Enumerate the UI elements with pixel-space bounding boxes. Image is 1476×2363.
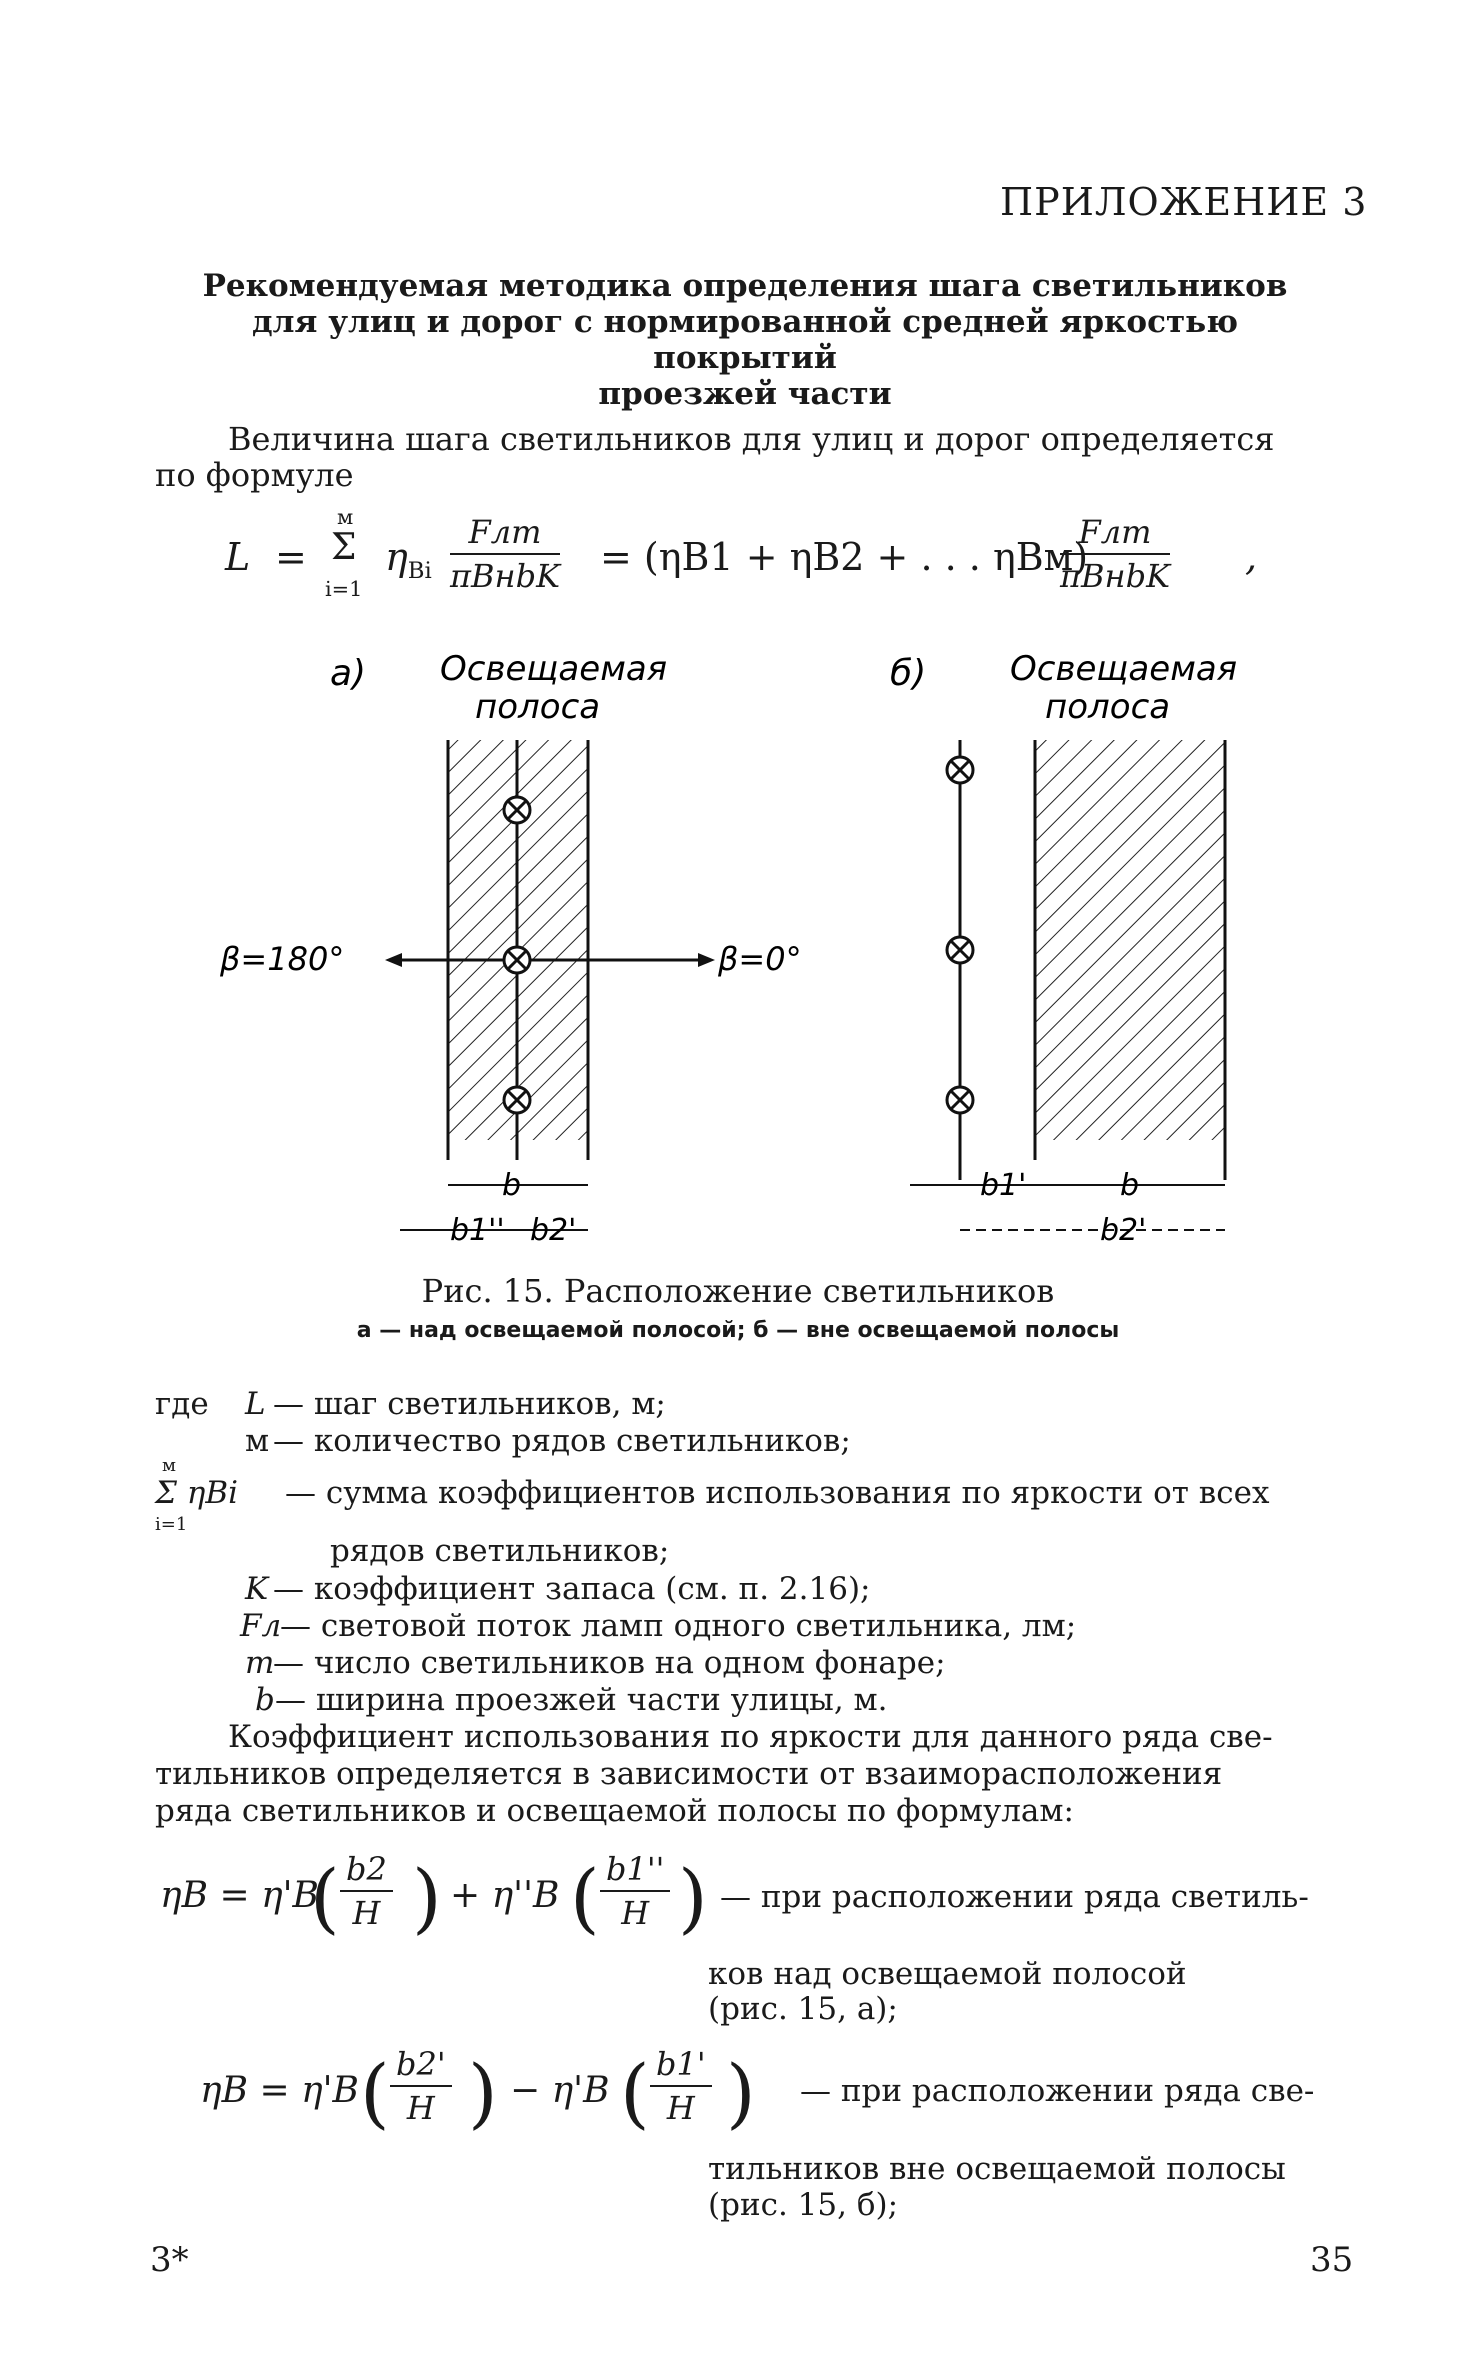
- panel-b-dim-b2-label: b2': [1100, 1213, 1147, 1248]
- dim-b-label: b: [502, 1168, 522, 1203]
- arrow-left-icon: [385, 953, 402, 967]
- intro-line-2: по формуле: [155, 456, 354, 494]
- legend-text-sum: — сумма коэффициентов использования по яркости от всех: [285, 1475, 1270, 1511]
- formula-b-den-1: H: [406, 2089, 435, 2127]
- panel-b-lit-strip: [1035, 740, 1225, 1140]
- lamp-icon: [947, 937, 973, 963]
- section-heading: [160, 268, 1330, 412]
- panel-b-dim-b-label: b: [1120, 1168, 1140, 1203]
- paren-open: (: [360, 2048, 390, 2137]
- paren-open: (: [620, 2048, 650, 2137]
- formula-a-text-1: — при расположении ряда светиль-: [720, 1879, 1309, 1915]
- paren-open: (: [570, 1853, 600, 1942]
- panel-a-label-1: Освещаемая: [440, 649, 668, 689]
- legend-symbol-F: Fл: [240, 1608, 282, 1644]
- main-formula: [225, 505, 1355, 615]
- coef-para-line-1: Коэффициент использования по яркости для данного ряда све-: [228, 1719, 1273, 1755]
- formula-b-num-2: b1': [650, 2045, 712, 2087]
- heading-line-1: Рекомендуемая методика определения шага светильников: [202, 268, 1288, 304]
- formula-outside-strip: [190, 2030, 790, 2150]
- panel-a-label-2: полоса: [475, 687, 601, 727]
- formula-a-den-1: H: [352, 1894, 381, 1932]
- formula-over-strip: [150, 1835, 750, 1955]
- sum-symbol: Σ: [331, 527, 357, 568]
- panel-b-dim-b1-label: b1': [980, 1168, 1027, 1203]
- formula-b-frac-1: [390, 2045, 452, 2127]
- legend-sum-bottom: i=1: [155, 1514, 188, 1535]
- paren-close: ): [726, 2048, 756, 2137]
- legend-text-F: — световой поток ламп одного светильника, лм;: [280, 1608, 1077, 1644]
- formula-a-num-1: b2: [340, 1850, 393, 1892]
- formula-a-lhs: ηB = η'B: [160, 1875, 319, 1916]
- appendix-title: ПРИЛОЖЕНИЕ 3: [1000, 180, 1368, 224]
- formula-b-text-2: тильников вне освещаемой полосы: [708, 2151, 1286, 2187]
- formula-middle: = (ηB1 + ηB2 + . . . ηBм): [600, 535, 1089, 579]
- legend-symbol-m-lamps: m: [245, 1645, 275, 1681]
- formula-a-den-2: H: [621, 1894, 650, 1932]
- figure-15: [150, 640, 1350, 1260]
- formula-b-frac-2: [650, 2045, 712, 2127]
- sum-bottom: i=1: [325, 577, 363, 601]
- legend-symbol-K: K: [245, 1571, 269, 1607]
- formula-trailing: ,: [1245, 535, 1258, 579]
- legend-text-m-lamps: — число светильников на одном фонаре;: [273, 1645, 946, 1681]
- legend-where: где: [155, 1386, 209, 1422]
- legend-text-L: — шаг светильников, м;: [273, 1386, 666, 1422]
- fraction-right-num: Fлm: [1060, 513, 1170, 555]
- beta-180-label: β=180°: [220, 940, 345, 978]
- formula-a-op: + η''B: [450, 1875, 560, 1916]
- paren-close: ): [468, 2048, 498, 2137]
- figure-subcaption: а — над освещаемой полосой; б — вне освещаемой полосы: [356, 1318, 1120, 1343]
- coef-para-line-2: тильников определяется в зависимости от взаиморасположения: [155, 1756, 1223, 1792]
- formula-b-op: − η'B: [510, 2070, 610, 2111]
- sum-top: м: [337, 505, 354, 529]
- formula-b-text-3: (рис. 15, б);: [708, 2187, 899, 2223]
- lamp-icon: [947, 757, 973, 783]
- beta-0-label: β=0°: [718, 940, 802, 978]
- lamp-icon: [504, 797, 530, 823]
- formula-a-text-2: ков над освещаемой полосой: [708, 1956, 1187, 1992]
- formula-b-den-2: H: [666, 2089, 695, 2127]
- fraction-left: [450, 513, 560, 595]
- dim-b1-label: b1'': [450, 1213, 505, 1248]
- formula-a-frac-1: [340, 1850, 393, 1932]
- equals-sign: =: [275, 535, 307, 579]
- panel-b-label-1: Освещаемая: [1010, 649, 1238, 689]
- formula-a-frac-2: [600, 1850, 670, 1932]
- legend-text-sum-cont: рядов светильников;: [330, 1533, 670, 1569]
- paren-close: ): [678, 1853, 708, 1942]
- heading-line-2: для улиц и дорог с нормированной средней яркостью покрытий: [251, 304, 1238, 376]
- legend-text-m: — количество рядов светильников;: [273, 1423, 851, 1459]
- paren-close: ): [412, 1853, 442, 1942]
- legend-text-K: — коэффициент запаса (см. п. 2.16);: [273, 1571, 871, 1607]
- paren-open: (: [310, 1853, 340, 1942]
- formula-a-num-2: b1'': [600, 1850, 670, 1892]
- formula-lhs: L: [225, 535, 251, 579]
- page-number: 35: [1310, 2240, 1354, 2280]
- legend-symbol-m: м: [245, 1423, 270, 1459]
- formula-b-text-1: — при расположении ряда све-: [800, 2073, 1315, 2109]
- legend-symbol-sum: Σ ηBi: [155, 1475, 239, 1511]
- formula-a-text-3: (рис. 15, а);: [708, 1991, 898, 2027]
- panel-b-letter: б): [890, 653, 927, 694]
- figure-caption: Рис. 15. Расположение светильников: [421, 1272, 1055, 1310]
- legend-symbol-L: L: [245, 1386, 266, 1422]
- legend-text-b: — ширина проезжей части улицы, м.: [275, 1682, 888, 1718]
- fraction-left-den: πBнbK: [450, 557, 561, 595]
- formula-b-lhs: ηB = η'B: [200, 2070, 359, 2111]
- eta-term: $\eta_{Bi}$: [385, 535, 432, 584]
- legend-symbol-b: b: [255, 1682, 275, 1718]
- coef-para-line-3: ряда светильников и освещаемой полосы по формулам:: [155, 1793, 1074, 1829]
- fraction-left-num: Fлm: [450, 513, 560, 555]
- lamp-icon: [504, 1087, 530, 1113]
- panel-a-letter: а): [330, 653, 367, 694]
- lamp-icon: [947, 1087, 973, 1113]
- panel-b-label-2: полоса: [1045, 687, 1171, 727]
- intro-line-1: Величина шага светильников для улиц и дорог определяется: [228, 420, 1275, 458]
- fraction-right-den: πBнbK: [1060, 557, 1171, 595]
- footer-signature-mark: 3*: [150, 2240, 189, 2280]
- heading-line-3: проезжей части: [598, 376, 892, 412]
- formula-b-num-1: b2': [390, 2045, 452, 2087]
- fraction-right: [1060, 513, 1170, 595]
- dim-b2-label: b2': [530, 1213, 577, 1248]
- arrow-right-icon: [698, 953, 715, 967]
- lamp-icon: [504, 947, 530, 973]
- legend-sum-top: м: [162, 1455, 177, 1476]
